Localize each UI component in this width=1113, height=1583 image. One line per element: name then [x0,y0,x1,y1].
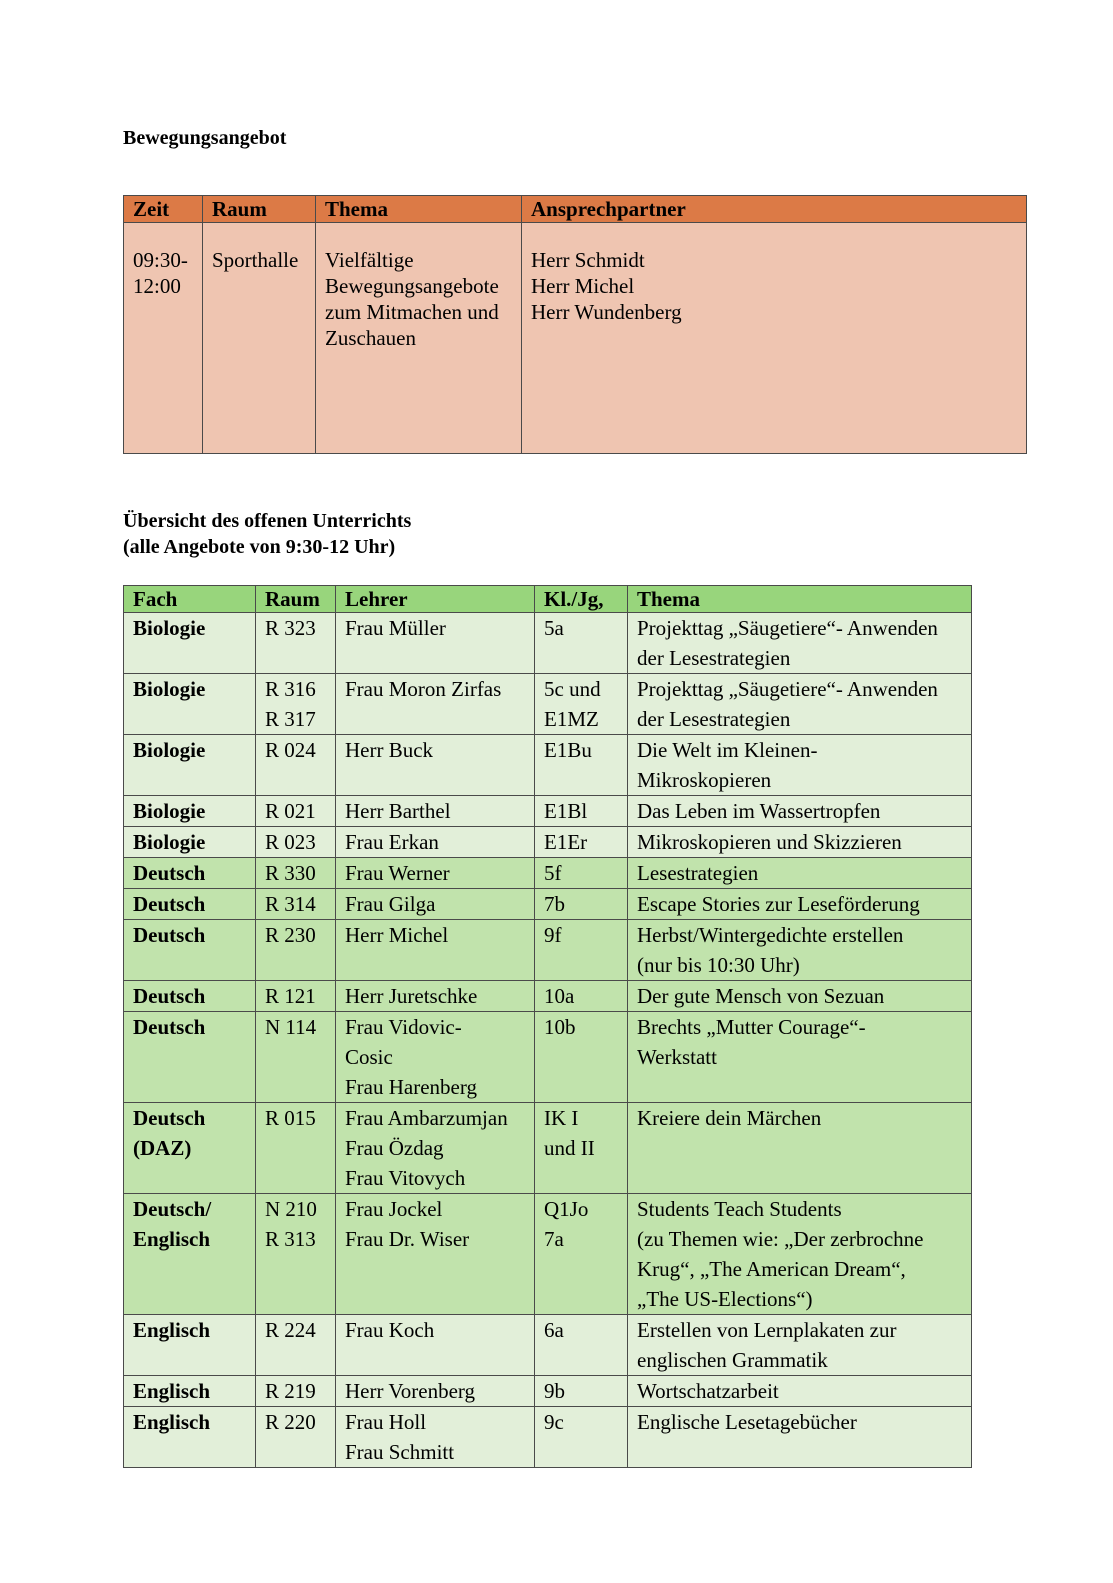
thema-line: Projekttag „Säugetiere“- Anwenden [637,616,938,640]
fach-line: (DAZ) [133,1136,192,1160]
cell-raum [203,223,316,454]
thema-line: Werkstatt [637,1045,717,1069]
fach-line: Englisch [133,1410,211,1434]
cell-lehrer [336,889,535,920]
cell-fach [124,735,256,796]
raum-line: R 121 [265,984,316,1008]
cell-lehrer [336,858,535,889]
cell-fach [124,674,256,735]
lehrer-line: Herr Barthel [345,799,451,823]
raum-line: R 021 [265,799,316,823]
header-thema: Thema [628,586,972,613]
cell-thema [628,858,972,889]
contact-line: Herr Schmidt [531,248,645,272]
lehrer-line: Frau Vidovic- [345,1015,462,1039]
table-row [124,1103,972,1194]
cell-raum [256,1194,336,1315]
raum-line: N 114 [265,1015,317,1039]
klasse-line: 9f [544,923,562,947]
cell-raum [256,674,336,735]
cell-lehrer [336,796,535,827]
unterricht-header-row [124,586,972,613]
cell-klasse [535,1103,628,1194]
cell-raum [256,735,336,796]
fach-line: Biologie [133,799,206,823]
cell-klasse [535,613,628,674]
section1-title: Bewegungsangebot [123,127,287,149]
raum-line: R 220 [265,1410,316,1434]
table-row [124,1194,972,1315]
contact-line: Herr Wundenberg [531,300,682,324]
table-row [124,920,972,981]
cell-klasse [535,981,628,1012]
klasse-line: E1MZ [544,707,599,731]
thema-line: Zuschauen [325,326,416,350]
thema-line: der Lesestrategien [637,646,791,670]
cell-fach [124,796,256,827]
lehrer-line: Frau Erkan [345,830,439,854]
cell-lehrer [336,735,535,796]
raum-line: R 316 [265,677,316,701]
cell-lehrer [336,1407,535,1468]
thema-line: Krug“, „The American Dream“, [637,1257,906,1281]
cell-klasse [535,889,628,920]
cell-thema [628,674,972,735]
fach-line: Deutsch [133,861,206,885]
fach-line: Deutsch [133,984,206,1008]
klasse-line: 6a [544,1318,564,1342]
cell-lehrer [336,1012,535,1103]
raum-line: R 314 [265,892,316,916]
cell-thema [316,223,522,454]
table-row [124,735,972,796]
cell-raum [256,920,336,981]
header-raum: Raum [203,196,316,223]
fach-line: Deutsch [133,1106,206,1130]
cell-thema [628,796,972,827]
fach-line: Englisch [133,1379,211,1403]
cell-fach [124,858,256,889]
lehrer-line: Frau Ambarzumjan [345,1106,508,1130]
cell-thema [628,613,972,674]
table-row [124,858,972,889]
klasse-line: 7b [544,892,565,916]
lehrer-line: Herr Juretschke [345,984,478,1008]
thema-line: Projekttag „Säugetiere“- Anwenden [637,677,938,701]
cell-thema [628,735,972,796]
lehrer-line: Frau Özdag [345,1136,444,1160]
klasse-line: 10b [544,1015,576,1039]
thema-line: zum Mitmachen und [325,300,499,324]
thema-line: Der gute Mensch von Sezuan [637,984,885,1008]
klasse-line: Q1Jo [544,1197,589,1221]
zeit-line: 12:00 [133,274,181,298]
thema-line: Escape Stories zur Leseförderung [637,892,920,916]
thema-line: Die Welt im Kleinen- [637,738,818,762]
table-row [124,889,972,920]
cell-thema [628,1103,972,1194]
header-thema: Thema [316,196,522,223]
raum-line: R 330 [265,861,316,885]
cell-raum [256,981,336,1012]
thema-line: der Lesestrategien [637,707,791,731]
cell-thema [628,981,972,1012]
klasse-line: 5c und [544,677,601,701]
cell-klasse [535,735,628,796]
raum-line: N 210 [265,1197,317,1221]
lehrer-line: Frau Holl [345,1410,427,1434]
table-row [124,1012,972,1103]
klasse-line: 10a [544,984,575,1008]
cell-lehrer [336,613,535,674]
raum-line: R 023 [265,830,316,854]
thema-line: (nur bis 10:30 Uhr) [637,953,800,977]
cell-ansprechpartner [522,223,1027,454]
cell-klasse [535,827,628,858]
header-raum: Raum [256,586,336,613]
raum-line: R 224 [265,1318,316,1342]
cell-raum [256,1376,336,1407]
cell-lehrer [336,1103,535,1194]
table-row [124,796,972,827]
thema-line: Bewegungsangebote [325,274,499,298]
cell-raum [256,1012,336,1103]
cell-fach [124,920,256,981]
cell-thema [628,889,972,920]
cell-fach [124,1376,256,1407]
thema-line: englischen Grammatik [637,1348,828,1372]
raum-line: R 317 [265,707,316,731]
cell-klasse [535,1407,628,1468]
cell-fach [124,1103,256,1194]
cell-raum [256,1103,336,1194]
cell-fach [124,1315,256,1376]
klasse-line: E1Er [544,830,588,854]
cell-klasse [535,858,628,889]
lehrer-line: Frau Werner [345,861,450,885]
cell-fach [124,1194,256,1315]
thema-line: Wortschatzarbeit [637,1379,779,1403]
thema-line: Das Leben im Wassertropfen [637,799,881,823]
cell-fach [124,889,256,920]
thema-line: (zu Themen wie: „Der zerbrochne [637,1227,924,1251]
thema-line: Mikroskopieren und Skizzieren [637,830,902,854]
cell-klasse [535,1376,628,1407]
cell-lehrer [336,674,535,735]
thema-line: Brechts „Mutter Courage“- [637,1015,866,1039]
cell-klasse [535,1315,628,1376]
lehrer-line: Frau Vitovych [345,1166,466,1190]
table-row [124,1376,972,1407]
cell-thema [628,827,972,858]
cell-fach [124,1407,256,1468]
cell-fach [124,1012,256,1103]
raum-line: R 219 [265,1379,316,1403]
table-row [124,613,972,674]
cell-lehrer [336,981,535,1012]
cell-raum [256,1315,336,1376]
cell-lehrer [336,1315,535,1376]
klasse-line: 5f [544,861,562,885]
contact-line: Herr Michel [531,274,635,298]
cell-lehrer [336,1194,535,1315]
table-row [124,981,972,1012]
cell-fach [124,827,256,858]
cell-thema [628,1194,972,1315]
thema-line: Mikroskopieren [637,768,772,792]
raum-line: R 323 [265,616,316,640]
cell-lehrer [336,920,535,981]
thema-line: Herbst/Wintergedichte erstellen [637,923,904,947]
lehrer-line: Frau Schmitt [345,1440,455,1464]
cell-thema [628,1012,972,1103]
klasse-line: IK I [544,1106,579,1130]
cell-lehrer [336,827,535,858]
zeit-line: 09:30- [133,248,188,272]
klasse-line: und II [544,1136,595,1160]
cell-klasse [535,1012,628,1103]
cell-thema [628,1407,972,1468]
table-row [124,674,972,735]
klasse-line: E1Bl [544,799,588,823]
fach-line: Deutsch [133,892,206,916]
lehrer-line: Frau Koch [345,1318,435,1342]
header-lehrer: Lehrer [336,586,535,613]
lehrer-line: Frau Gilga [345,892,436,916]
lehrer-line: Frau Jockel [345,1197,443,1221]
fach-line: Deutsch [133,1015,206,1039]
cell-raum [256,1407,336,1468]
header-klasse: Kl./Jg, [535,586,628,613]
lehrer-line: Herr Vorenberg [345,1379,476,1403]
fach-line: Biologie [133,616,206,640]
klasse-line: 7a [544,1227,564,1251]
bewegung-row [124,223,1027,454]
thema-line: Englische Lesetagebücher [637,1410,857,1434]
thema-line: Vielfältige [325,248,414,272]
fach-line: Biologie [133,677,206,701]
lehrer-line: Frau Müller [345,616,446,640]
fach-line: Biologie [133,830,206,854]
unterricht-body [124,613,972,1468]
raum-line: R 015 [265,1106,316,1130]
cell-raum [256,858,336,889]
klasse-line: 9c [544,1410,564,1434]
cell-klasse [535,920,628,981]
klasse-line: 9b [544,1379,565,1403]
cell-klasse [535,1194,628,1315]
lehrer-line: Herr Buck [345,738,434,762]
lehrer-line: Frau Dr. Wiser [345,1227,470,1251]
cell-raum [256,613,336,674]
fach-line: Englisch [133,1318,211,1342]
klasse-line: E1Bu [544,738,592,762]
cell-lehrer [336,1376,535,1407]
klasse-line: 5a [544,616,564,640]
thema-line: Kreiere dein Märchen [637,1106,822,1130]
cell-raum [256,827,336,858]
thema-line: Students Teach Students [637,1197,842,1221]
cell-raum [256,796,336,827]
cell-fach [124,981,256,1012]
fach-line: Biologie [133,738,206,762]
cell-klasse [535,674,628,735]
cell-zeit [124,223,203,454]
unterricht-table [123,585,972,1468]
header-fach: Fach [124,586,256,613]
table-row [124,1315,972,1376]
lehrer-line: Frau Harenberg [345,1075,477,1099]
fach-line: Deutsch [133,923,206,947]
raum-line: Sporthalle [212,248,299,272]
section2-title-line1: Übersicht des offenen Unterrichts [123,510,412,532]
cell-fach [124,613,256,674]
lehrer-line: Herr Michel [345,923,449,947]
fach-line: Englisch [133,1227,211,1251]
cell-thema [628,920,972,981]
bewegung-header-row [124,196,1027,223]
thema-line: Lesestrategien [637,861,759,885]
raum-line: R 313 [265,1227,316,1251]
table-row [124,1407,972,1468]
section2-title-line2: (alle Angebote von 9:30-12 Uhr) [123,536,396,558]
cell-thema [628,1376,972,1407]
raum-line: R 230 [265,923,316,947]
raum-line: R 024 [265,738,316,762]
fach-line: Deutsch/ [133,1197,212,1221]
thema-line: Erstellen von Lernplakaten zur [637,1318,897,1342]
bewegung-table [123,195,1027,454]
lehrer-line: Cosic [345,1045,393,1069]
cell-thema [628,1315,972,1376]
table-row [124,827,972,858]
header-zeit: Zeit [124,196,203,223]
header-ansprechpartner: Ansprechpartner [522,196,1027,223]
thema-line: „The US-Elections“) [637,1287,813,1311]
lehrer-line: Frau Moron Zirfas [345,677,502,701]
cell-klasse [535,796,628,827]
cell-raum [256,889,336,920]
